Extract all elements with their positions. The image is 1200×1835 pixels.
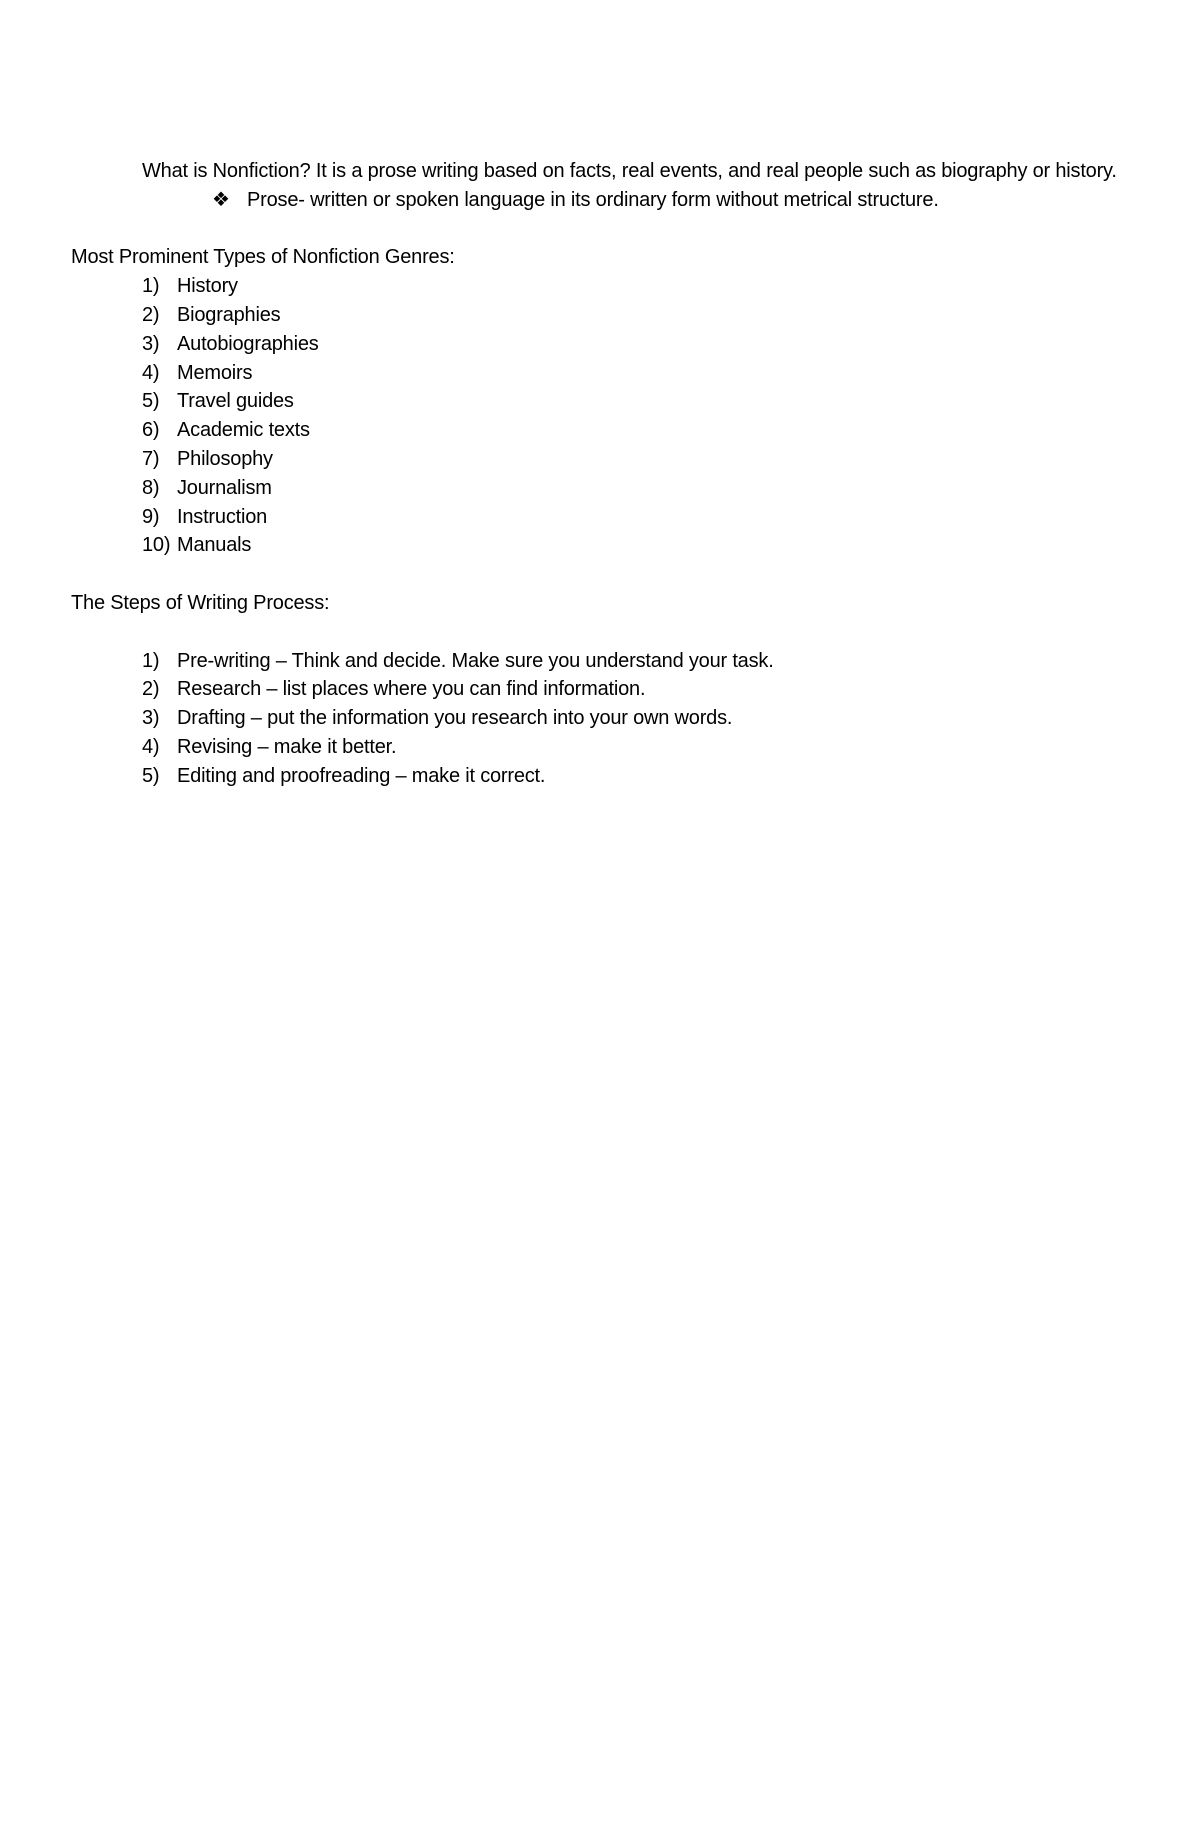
list-item <box>142 531 1121 560</box>
list-item-text: History <box>177 275 238 298</box>
prose-definition-bullet <box>212 186 1121 215</box>
list-item <box>142 301 1121 330</box>
steps-heading: The Steps of Writing Process: <box>71 591 330 614</box>
blank-line <box>71 215 1121 244</box>
blank-line <box>71 618 1121 647</box>
list-item <box>142 704 1121 733</box>
list-item <box>142 272 1121 301</box>
list-number: 9) <box>142 505 160 528</box>
list-number: 5) <box>142 764 160 787</box>
list-item-text: Journalism <box>177 476 272 499</box>
list-number: 1) <box>142 649 160 672</box>
list-item <box>142 503 1121 532</box>
list-item-text: Manuals <box>177 534 252 557</box>
list-item-text: Biographies <box>177 303 281 326</box>
list-item <box>142 474 1121 503</box>
list-number: 3) <box>142 332 160 355</box>
list-item-text: Philosophy <box>177 447 273 470</box>
list-number: 8) <box>142 476 160 499</box>
list-item-text: Instruction <box>177 505 268 528</box>
list-number: 4) <box>142 361 160 384</box>
list-item <box>142 445 1121 474</box>
list-item-text: Revising – make it better. <box>177 735 397 758</box>
list-number: 2) <box>142 678 160 701</box>
list-item <box>142 359 1121 388</box>
list-number: 7) <box>142 447 160 470</box>
list-item <box>142 733 1121 762</box>
intro-paragraph: What is Nonfiction? It is a prose writing based on facts, real events, and real people such as biography or history. <box>142 160 1117 182</box>
list-item <box>142 416 1121 445</box>
list-item-text: Research – list places where you can find information. <box>177 678 646 701</box>
list-number: 3) <box>142 707 160 730</box>
genres-heading: Most Prominent Types of Nonfiction Genres: <box>71 246 455 269</box>
diamond-bullet-icon: ❖ <box>212 188 230 211</box>
list-number: 5) <box>142 390 160 413</box>
document-body <box>71 157 1121 791</box>
list-item-text: Autobiographies <box>177 332 319 355</box>
list-item <box>142 387 1121 416</box>
prose-definition-text: Prose- written or spoken language in its ordinary form without metrical structure. <box>247 188 939 211</box>
steps-list <box>71 647 1121 791</box>
list-item <box>142 647 1121 676</box>
genres-list <box>71 272 1121 560</box>
list-number: 1) <box>142 275 160 298</box>
list-number: 6) <box>142 419 160 442</box>
list-number: 10) <box>142 534 171 557</box>
list-item-text: Travel guides <box>177 390 294 413</box>
list-item-text: Memoirs <box>177 361 253 384</box>
blank-line <box>71 560 1121 589</box>
list-item <box>142 675 1121 704</box>
list-item-text: Editing and proofreading – make it correct. <box>177 764 546 787</box>
list-item-text: Academic texts <box>177 419 310 442</box>
list-number: 4) <box>142 735 160 758</box>
list-number: 2) <box>142 303 160 326</box>
list-item-text: Pre-writing – Think and decide. Make sure you understand your task. <box>177 649 774 672</box>
list-item <box>142 762 1121 791</box>
list-item-text: Drafting – put the information you research into your own words. <box>177 707 733 730</box>
list-item <box>142 330 1121 359</box>
